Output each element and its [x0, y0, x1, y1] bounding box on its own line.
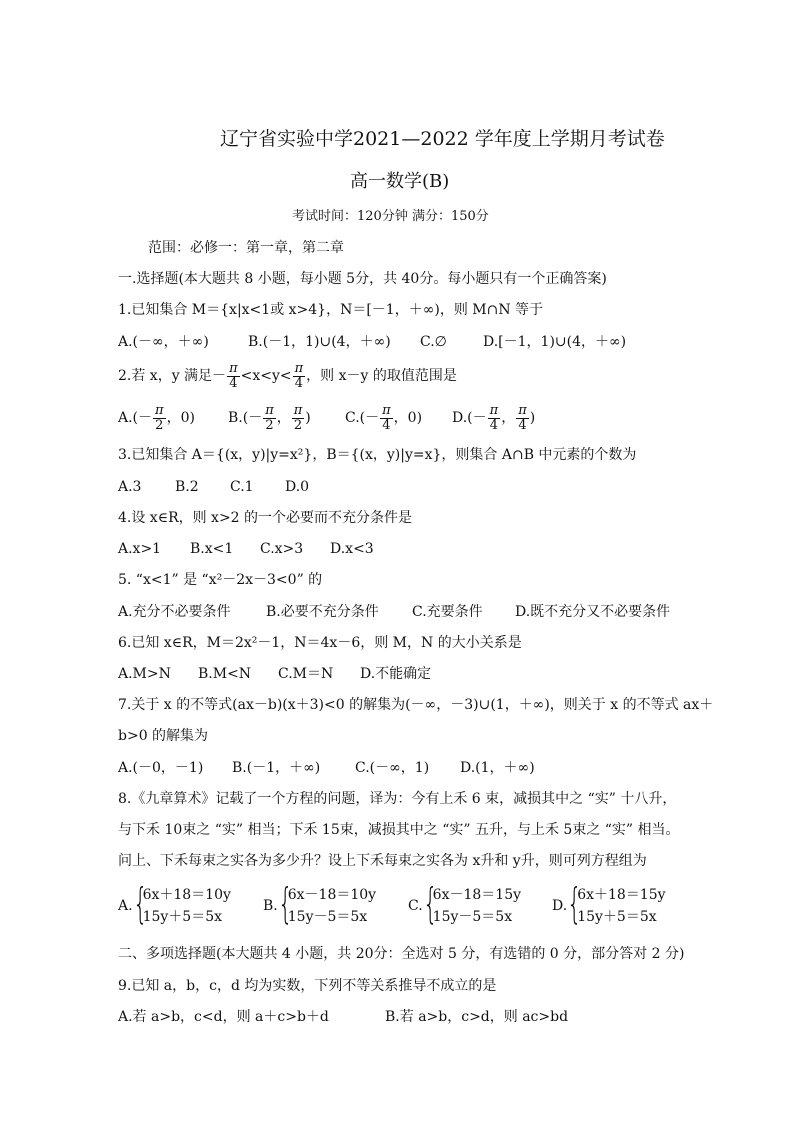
question-6-option-c: C.M＝N [278, 666, 334, 682]
question-7-option-b: B.(－1，＋∞) [232, 760, 321, 776]
section-2-heading: 二、多项选择题(本大题共 4 小题，共 20分：全选对 5 分，有选错的 0 分，部分答对 2 分) [118, 946, 685, 962]
question-1-option-d: D.[－1，1)∪(4，＋∞) [483, 334, 627, 350]
question-5-option-b: B.必要不充分条件 [266, 604, 379, 620]
question-8-stem-line-1: 8.《九章算术》记载了一个方程的问题，译为：今有上禾 6 束，减损其中之 “实” 十八升， [118, 791, 677, 807]
question-3-option-d: D.0 [285, 479, 310, 495]
equation-system: { 6x＋18＝10y 15y＋5＝5x [132, 879, 231, 928]
question-2-stem-mid: <x<y< [240, 368, 292, 384]
exam-title: 辽宁省实验中学2021—2022 学年度上学期月考试卷 [220, 128, 665, 150]
question-6-option-b: B.M<N [198, 666, 252, 682]
question-2-option-c: C.(－ $\frac{\pi}{4}$ ，0) [345, 402, 423, 433]
question-3-option-a: A.3 [118, 479, 142, 495]
question-4-option-d: D.x<3 [330, 541, 374, 557]
fraction-pi-over-4: $\frac{\pi}{4}$ [489, 402, 499, 433]
fraction-pi-over-4: $\frac{\pi}{4}$ [518, 402, 527, 433]
question-3-stem: 3.已知集合 A＝{(x，y)|y=x²}，B＝{(x，y)|y=x}，则集合 A∩B 中元素的个数为 [118, 447, 637, 463]
question-8-stem-line-2: 与下禾 10束之 “实” 相当；下禾 15束，减损其中之 “实” 五升，与上禾 5束之 “实” 相当。 [118, 822, 680, 838]
question-1-option-b: B.(－1，1)∪(4，＋∞) [248, 334, 391, 350]
brace-icon: { [132, 879, 148, 928]
question-2-option-b: B.(－ $\frac{\pi}{2}$ ， $\frac{\pi}{2}$ ) [228, 402, 311, 433]
question-8-option-c: C. { 6x－18＝15y 15y－5＝5x [408, 879, 522, 928]
question-5-option-d: D.既不充分又不必要条件 [515, 604, 671, 620]
question-7-option-c: C.(－∞，1) [355, 760, 430, 776]
question-2-stem-post: ，则 x－y 的取值范围是 [306, 368, 457, 384]
question-4-stem: 4.设 x∈R，则 x>2 的一个必要而不充分条件是 [118, 510, 413, 526]
question-5-stem: 5. “x<1” 是 “x²－2x－3<0” 的 [118, 572, 323, 588]
question-2-stem [118, 358, 457, 394]
section-1-heading: 一.选择题(本大题共 8 小题，每小题 5分，共 40分。每小题只有一个正确答案) [118, 271, 607, 287]
question-3-option-c: C.1 [230, 479, 254, 495]
question-1-option-a: A.(－∞，＋∞) [118, 334, 209, 350]
equation-system: { 6x－18＝15y 15y－5＝5x [422, 879, 522, 928]
question-4-option-c: C.x>3 [260, 541, 304, 557]
fraction-pi-over-2: $\frac{\pi}{2}$ [155, 402, 164, 433]
question-2-option-a: A.(－ $\frac{\pi}{2}$ ，0) [118, 402, 195, 433]
question-4-option-a: A.x>1 [118, 541, 162, 557]
question-6-option-d: D.不能确定 [360, 666, 432, 682]
fraction-pi-over-4: $\frac{\pi}{4}$ [382, 402, 391, 433]
question-7-option-d: D.(1，＋∞) [460, 760, 535, 776]
fraction-pi-over-4: $\frac{\pi}{4}$ [229, 360, 238, 391]
exam-subtitle: 高一数学(B) [350, 171, 450, 192]
question-8-stem-line-3: 问上、下禾每束之实各为多少升？设上下禾每束之实各为 x升和 y升，则可列方程组为 [118, 853, 647, 869]
question-1-option-c: C.∅ [420, 334, 447, 350]
question-7-stem-line-1: 7.关于 x 的不等式(ax－b)(x＋3)<0 的解集为(－∞，－3)∪(1，＋∞)，则关于 x 的不等式 ax＋ [118, 697, 714, 713]
question-8-option-b: B. { 6x－18＝10y 15y－5＝5x [263, 879, 377, 928]
fraction-pi-over-2: $\frac{\pi}{2}$ [293, 402, 303, 433]
question-1-stem: 1.已知集合 M＝{x|x<1或 x>4}，N＝[－1，＋∞)，则 M∩N 等于 [118, 302, 544, 318]
question-7-option-a: A.(－0，－1) [118, 760, 204, 776]
question-3-option-b: B.2 [175, 479, 199, 495]
question-4-option-b: B.x<1 [190, 541, 234, 557]
question-2-stem-pre: 2.若 x，y 满足－ [118, 368, 227, 384]
question-6-option-a: A.M>N [118, 666, 171, 682]
question-9-option-b: B.若 a>b，c>d，则 ac>bd [385, 1009, 569, 1025]
equation-system: { 6x＋18＝15y 15y＋5＝5x [567, 879, 666, 928]
question-7-stem-line-2: b>0 的解集为 [118, 728, 209, 744]
brace-icon: { [422, 879, 438, 928]
exam-scope: 范围：必修一：第一章，第二章 [148, 240, 344, 256]
question-8-option-a: A. { 6x＋18＝10y 15y＋5＝5x [118, 879, 231, 928]
question-9-option-a: A.若 a>b，c<d，则 a＋c>b＋d [118, 1009, 329, 1025]
brace-icon: { [277, 879, 293, 928]
exam-info: 考试时间：120分钟 满分：150分 [292, 209, 489, 224]
question-2-option-d: D.(－ $\frac{\pi}{4}$ ， $\frac{\pi}{4}$ ) [452, 402, 536, 433]
brace-icon: { [567, 879, 582, 928]
fraction-pi-over-2: $\frac{\pi}{2}$ [265, 402, 274, 433]
question-5-option-a: A.充分不必要条件 [118, 604, 231, 620]
equation-system: { 6x－18＝10y 15y－5＝5x [277, 879, 377, 928]
question-5-option-c: C.充要条件 [412, 604, 483, 620]
fraction-pi-over-4: $\frac{\pi}{4}$ [294, 360, 304, 391]
question-9-stem: 9.已知 a，b，c，d 均为实数，下列不等关系推导不成立的是 [118, 978, 497, 994]
question-8-option-d: D. { 6x＋18＝15y 15y＋5＝5x [552, 879, 666, 928]
question-6-stem: 6.已知 x∈R，M＝2x²－1，N＝4x－6，则 M，N 的大小关系是 [118, 635, 522, 651]
